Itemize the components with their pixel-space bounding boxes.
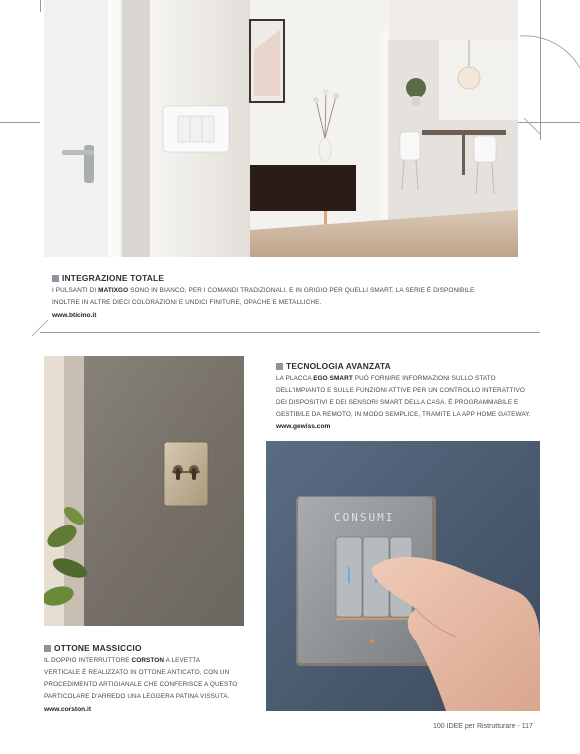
brand-corston: CORSTON bbox=[131, 657, 165, 664]
section3-text-after: A LEVETTA bbox=[164, 657, 201, 664]
section3-line2: VERTICALE È REALIZZATO IN OTTONE ANTICATO, CON UN bbox=[44, 669, 230, 676]
section1-heading: INTEGRAZIONE TOTALE bbox=[62, 273, 165, 283]
heading-square-icon bbox=[44, 645, 51, 652]
section1-body bbox=[52, 285, 532, 309]
section2-text-before: LA PLACCA bbox=[276, 375, 314, 382]
photo-interior-bticino bbox=[44, 0, 518, 257]
heading-square-icon bbox=[52, 275, 59, 282]
page-footer: 100 IDEE per Ristrutturare - 117 bbox=[433, 723, 533, 730]
link-bticino[interactable]: www.bticino.it bbox=[52, 312, 97, 319]
section3-body bbox=[44, 655, 264, 703]
section2-line2: DELL'IMPIANTO E SULLE FUNZIONI ATTIVE PER UN CONTROLLO INTERATTIVO bbox=[276, 387, 525, 394]
brand-matixgo: MATIXGO bbox=[98, 287, 129, 294]
brand-ego-smart: EGO SMART bbox=[313, 375, 353, 382]
section2-body bbox=[276, 373, 546, 421]
crop-mark-top-left bbox=[40, 0, 41, 12]
section1-text-before: I PULSANTI DI bbox=[52, 287, 99, 294]
heading-square-icon bbox=[276, 363, 283, 370]
section3-line3: PROCEDIMENTO ARTIGIANALE CHE CONFERISCE A QUESTO bbox=[44, 681, 238, 688]
section2-line3: DEI DISPOSITIVI E DEI SENSORI SMART DELLA CASA. È PROGRAMMABILE E bbox=[276, 399, 519, 406]
photo-ego-smart bbox=[266, 441, 540, 711]
link-corston[interactable]: www.corston.it bbox=[44, 706, 92, 713]
crop-mark-left-h bbox=[0, 122, 40, 123]
link-gewiss[interactable]: www.gewiss.com bbox=[276, 423, 331, 430]
section1-text-after: SONO IN BIANCO, PER I COMANDI TRADIZIONALI, E IN GRIGIO PER QUELLI SMART. LA SERIE È DISPONIBILE bbox=[128, 287, 475, 294]
section1-line2: INOLTRE IN ALTRE DIECI COLORAZIONI E UNDICI FINITURE, OPACHE E METALLICHE. bbox=[52, 299, 322, 306]
section-heading-ottone bbox=[44, 643, 142, 653]
section3-heading: OTTONE MASSICCIO bbox=[54, 643, 142, 653]
section-heading-integrazione bbox=[52, 273, 164, 283]
divider-line bbox=[40, 332, 540, 333]
section3-line4: PARTICOLARE D'ARREDO UNA LEGGERA PATINA VISSUTA. bbox=[44, 693, 230, 700]
section2-line4: GESTIBILE DA REMOTO, IN MODO SEMPLICE, TRAMITE LA APP HOME GATEWAY. bbox=[276, 411, 531, 418]
display-consumi: CONSUMI bbox=[334, 511, 395, 524]
section2-text-after: PUÒ FORNIRE INFORMAZIONI SULLO STATO bbox=[352, 375, 496, 382]
registration-slash-icon bbox=[30, 318, 50, 338]
photo-corston-switch bbox=[44, 356, 244, 626]
section2-heading: TECNOLOGIA AVANZATA bbox=[286, 361, 391, 371]
section-heading-tecnologia bbox=[276, 361, 391, 371]
section3-text-before: IL DOPPIO INTERRUTTORE bbox=[44, 657, 132, 664]
